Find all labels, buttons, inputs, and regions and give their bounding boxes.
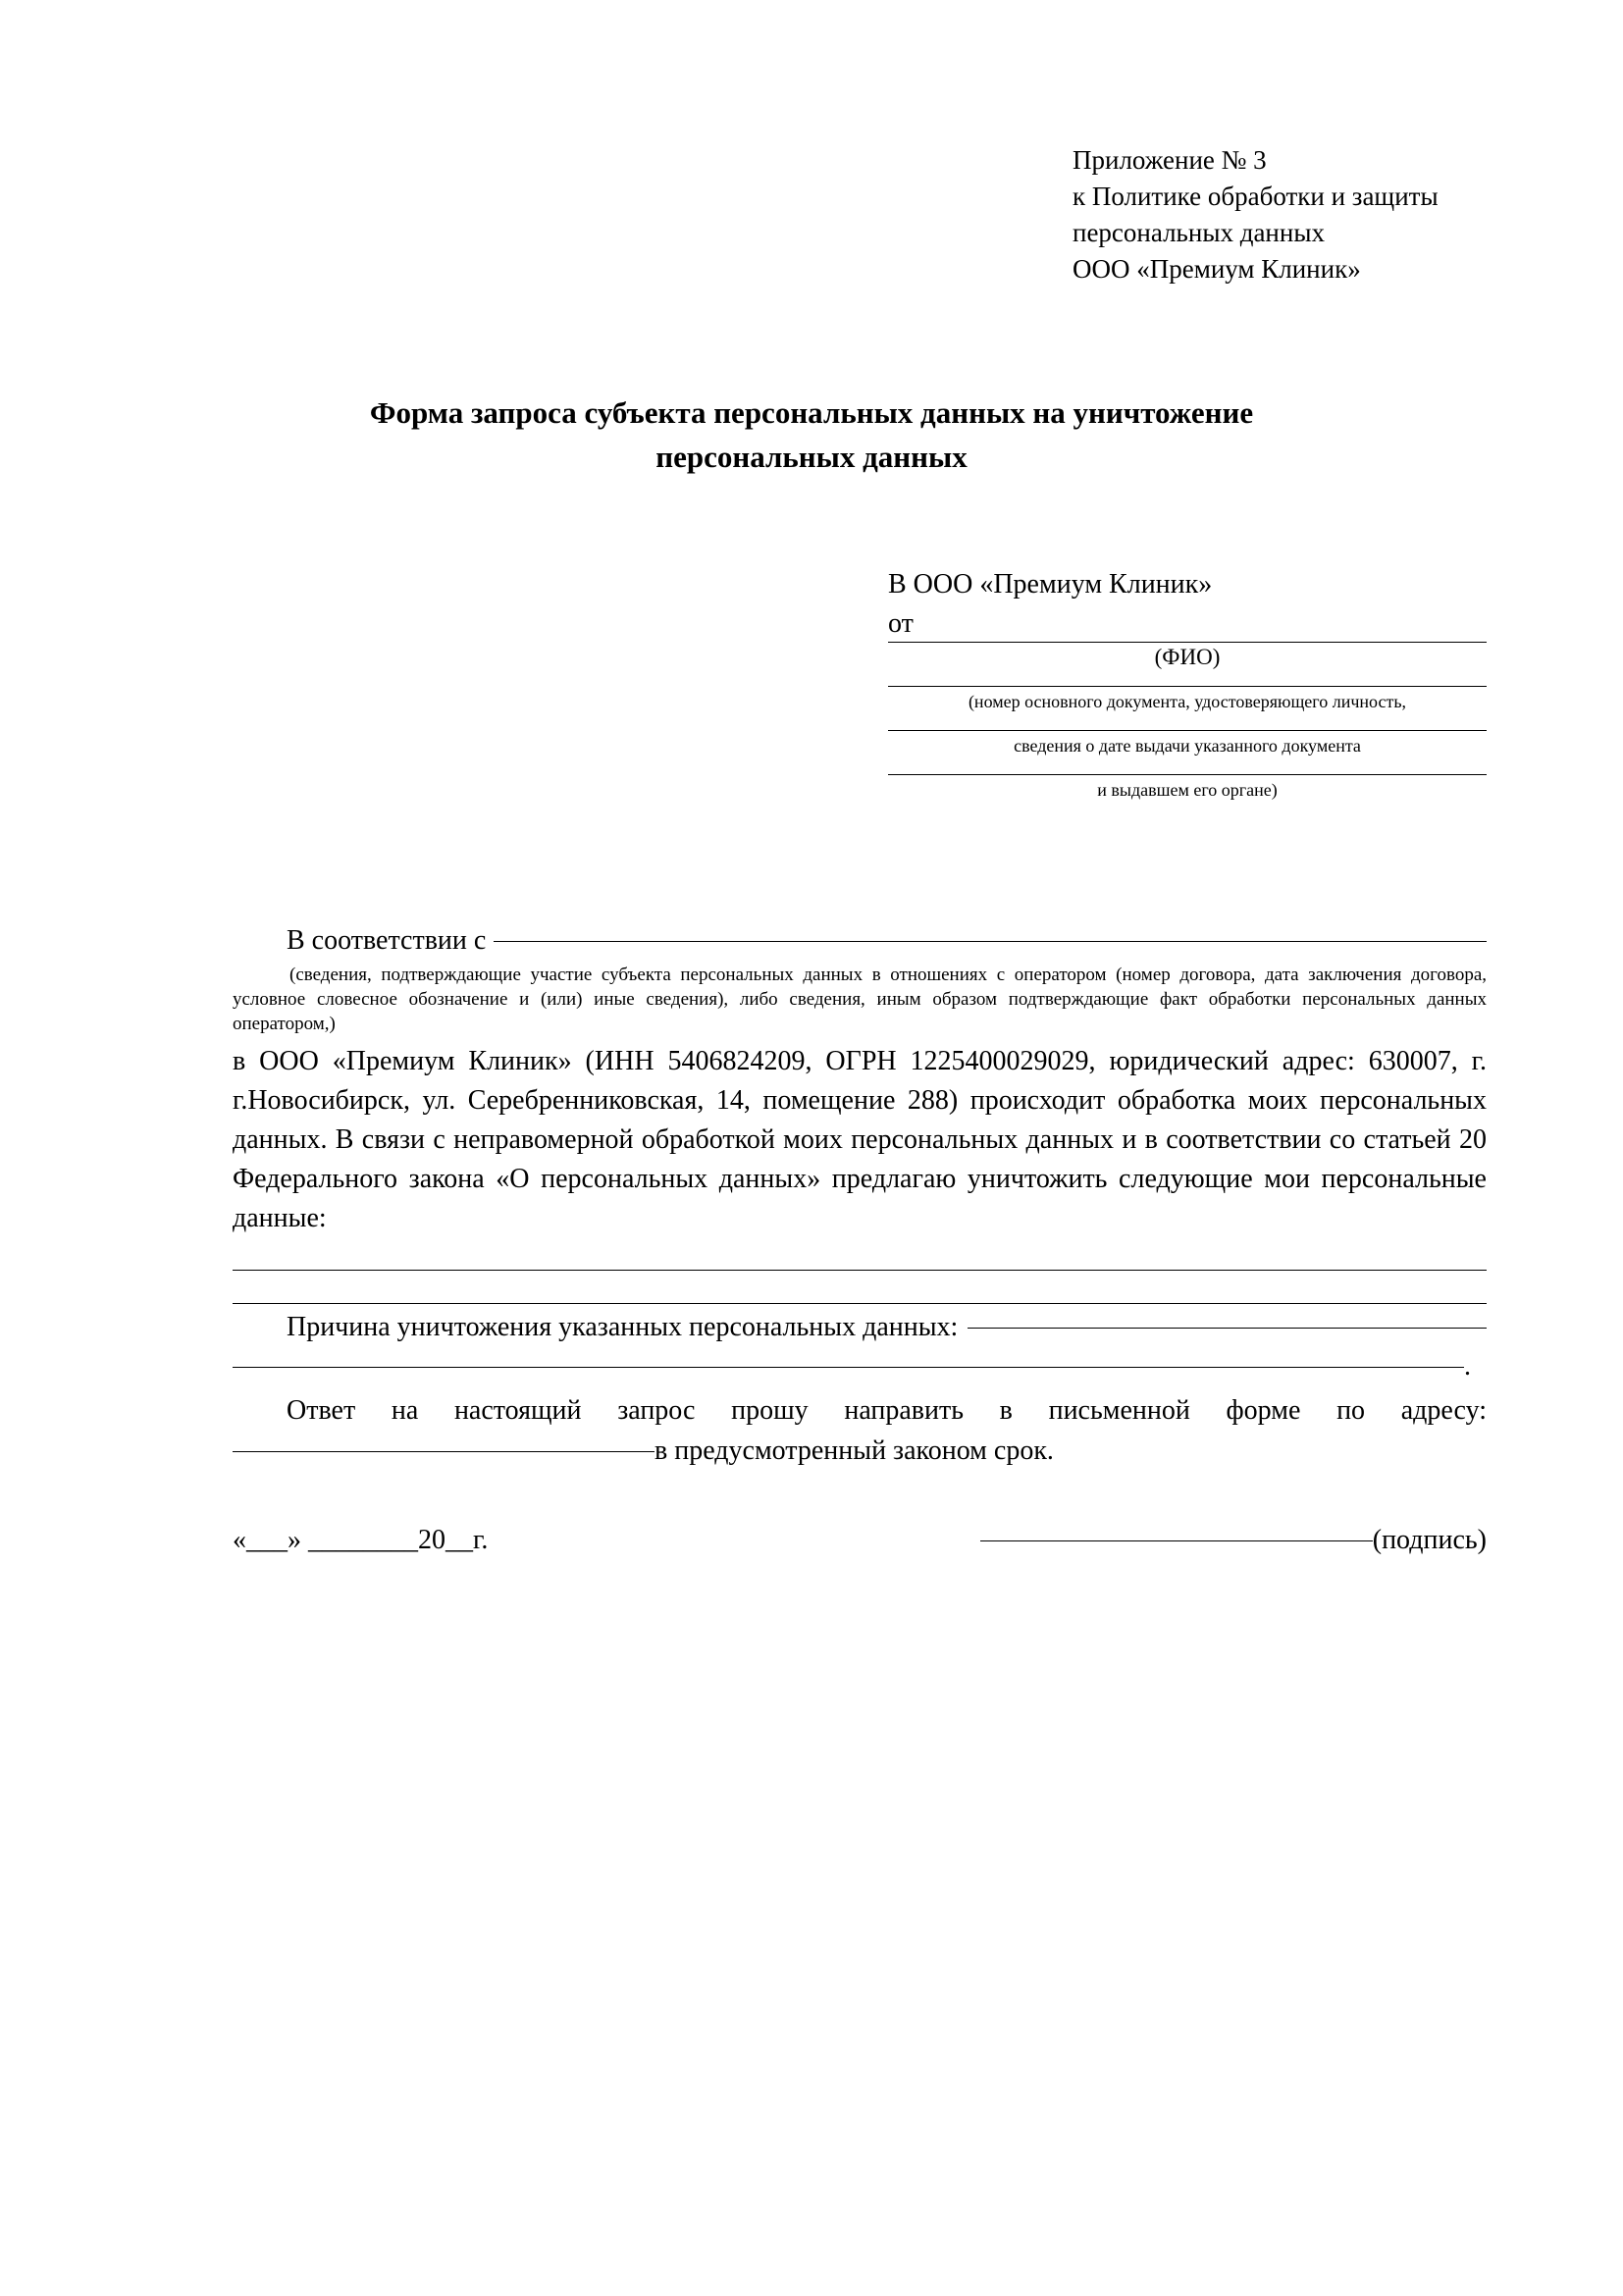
appendix-company: ООО «Премиум Клиник»: [1073, 254, 1361, 284]
reason-input-line-1[interactable]: [968, 1328, 1487, 1329]
appendix-number: Приложение № 3: [1073, 145, 1267, 175]
answer-address-row: [233, 1433, 1487, 1470]
accordance-input-line[interactable]: [494, 941, 1487, 942]
fio-caption: (ФИО): [1154, 645, 1221, 669]
appendix-header: [1073, 142, 1583, 287]
addressee-block: [888, 567, 1487, 802]
appendix-policy-line-1: к Политике обработки и защиты: [1073, 182, 1439, 211]
date-field[interactable]: «___» ________20__г.: [233, 1525, 489, 1555]
accordance-note-text: (сведения, подтверждающие участие субъекта персональных данных в отношениях с оператором (номер договора, дата заключения договора, условное словесное обозначение и (или) иные сведения), либо сведения, иным образом подтверждающие факт обработки персональных данных оператором,): [233, 965, 1487, 1034]
document-date-input-line[interactable]: [888, 730, 1487, 731]
page-title-line-1: Форма запроса субъекта персональных данных на уничтожение: [369, 395, 1254, 430]
reason-row: [233, 1309, 1487, 1346]
signature-label: (подпись): [1372, 1525, 1487, 1555]
addressee-from-label: от: [888, 608, 914, 639]
answer-paragraph: [233, 1391, 1487, 1431]
reason-period: .: [1464, 1351, 1471, 1382]
signature-input-line[interactable]: [980, 1540, 1373, 1541]
answer-tail: в предусмотренный законом срок.: [654, 1435, 1054, 1466]
document-issuer-input-line[interactable]: [888, 774, 1487, 775]
document-number-input-line[interactable]: [888, 686, 1487, 687]
personal-data-input-line-1[interactable]: [233, 1270, 1487, 1271]
accordance-row: [233, 922, 1487, 960]
signature-field: [980, 1525, 1487, 1556]
document-issuer-caption: и выдавшем его органе): [1097, 780, 1278, 800]
reason-label: Причина уничтожения указанных персональных данных:: [287, 1312, 959, 1342]
addressee-to: В ООО «Премиум Клиник»: [888, 569, 1213, 600]
document-number-caption: (номер основного документа, удостоверяющего личность,: [968, 692, 1407, 711]
document-date-caption: сведения о дате выдачи указанного документа: [1014, 736, 1361, 756]
answer-text: Ответ на настоящий запрос прошу направить в письменной форме по адресу:: [287, 1395, 1487, 1426]
accordance-label: В соответствии с: [287, 925, 487, 956]
fio-input-line[interactable]: [888, 642, 1487, 643]
main-paragraph: в ООО «Премиум Клиник» (ИНН 5406824209, ОГРН 1225400029029, юридический адрес: 630007, г. г.Новосибирск, ул. Серебренниковская, 14, помещение 288) происходит обработка моих персональных данных. В связи с неправомерной обработкой моих персональных данных и в соответствии со статьей 20 Федерального закона «О персональных данных» предлагаю уничтожить следующие мои персональные данные:: [233, 1046, 1487, 1233]
page-title: [233, 391, 1390, 479]
document-body: [233, 922, 1487, 1470]
reason-input-line-2[interactable]: [233, 1367, 1464, 1368]
accordance-note: [233, 963, 1487, 1036]
signature-row: [233, 1525, 1487, 1556]
page-title-line-2: персональных данных: [655, 440, 968, 474]
appendix-policy-line-2: персональных данных: [1073, 218, 1325, 247]
answer-address-input-line[interactable]: [233, 1451, 654, 1452]
reason-row-2: [233, 1348, 1487, 1385]
personal-data-input-line-2[interactable]: [233, 1303, 1487, 1304]
